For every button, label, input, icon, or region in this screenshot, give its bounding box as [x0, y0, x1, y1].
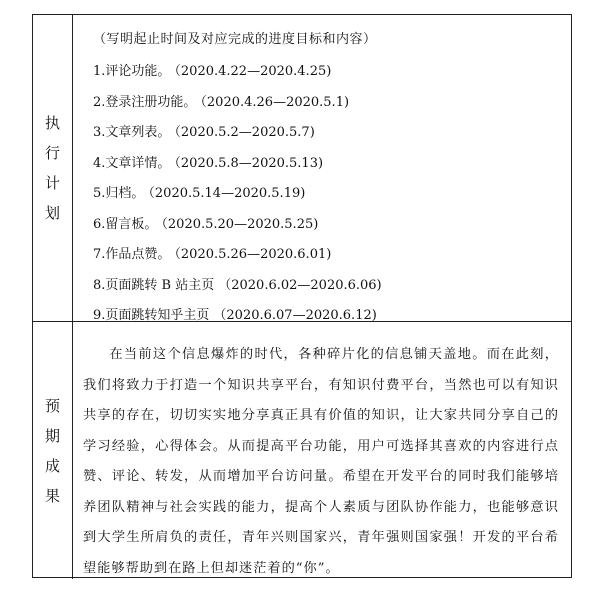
plan-item-text: 7.作品点赞。: [93, 247, 171, 262]
plan-item-text: 4.文章详情。: [93, 155, 171, 171]
document-table: [32, 14, 572, 578]
plan-item-dates: （2020.6.02—2020.6.06): [218, 277, 382, 293]
plan-item: [93, 179, 382, 210]
plan-label-char: 计: [44, 174, 60, 192]
plan-item-dates: （2020.5.8—2020.5.13): [174, 155, 324, 171]
plan-row: [33, 15, 571, 322]
plan-item-dates: （2020.5.26—2020.6.01): [174, 247, 332, 262]
plan-item: [93, 57, 382, 88]
plan-list: [93, 57, 382, 332]
plan-item-dates: （2020.4.22—2020.4.25): [174, 64, 332, 79]
plan-item-text: 5.归档。: [93, 186, 145, 201]
plan-note: （写明起止时间及对应完成的进度目标和内容）: [93, 32, 377, 47]
result-label-char: 果: [44, 486, 60, 505]
plan-label-char: 划: [44, 204, 60, 222]
result-label: [45, 391, 60, 511]
result-label-char: 期: [44, 426, 60, 445]
plan-item: [93, 240, 382, 271]
plan-item-text: 3.文章列表。: [93, 125, 171, 140]
plan-item-text: 1.评论功能。: [93, 64, 171, 79]
result-label-char: 预: [44, 396, 60, 415]
plan-content-cell: [73, 15, 571, 321]
plan-label-char: 行: [44, 144, 60, 162]
plan-item-dates: （2020.5.20—2020.5.25): [161, 216, 319, 232]
plan-item-dates: （2020.5.14—2020.5.19): [148, 186, 306, 201]
plan-item: [93, 210, 382, 241]
result-label-char: 成: [44, 456, 60, 475]
result-paragraph: 在当前这个信息爆炸的时代，各种碎片化的信息铺天盖地。而在此刻，我们将致力于打造一个知识共享平台，有知识付费平台，当然也可以有知识共享的存在，切切实实地分享真正具有价值的知识，让大家共同分享自己的学习经验，心得体会。从而提高平台功能，用户可选择其喜欢的内容进行点赞、评论、转发，从而增加平台访问量。希望在开发平台的同时我们能够培养团队精神与社会实践的能力，提高个人素质与团队协作能力，也能够意识到大学生所肩负的责任，青年兴则国家兴，青年强则国家强！开发的平台希望能够帮助到在路上但却迷茫着的“你”。: [83, 347, 559, 576]
plan-item-dates: （2020.6.07—2020.6.12): [213, 308, 377, 323]
plan-item: [93, 271, 382, 302]
result-content-cell: [73, 322, 571, 579]
plan-item-dates: （2020.5.2—2020.5.7): [174, 125, 315, 140]
plan-label-char: 执: [44, 114, 60, 132]
result-row: [33, 322, 571, 579]
plan-item-text: 9.页面跳转知乎主页: [93, 308, 210, 323]
plan-item-text: 2.登录注册功能。: [93, 94, 197, 110]
plan-item: [93, 118, 382, 149]
plan-label: [45, 108, 60, 228]
plan-item: [93, 88, 382, 119]
plan-item-text: 6.留言板。: [93, 216, 158, 232]
plan-item-text: 8.页面跳转 B 站主页: [93, 277, 215, 293]
plan-item: [93, 149, 382, 180]
plan-label-cell: [33, 15, 73, 321]
plan-item-dates: （2020.4.26—2020.5.1): [200, 94, 350, 110]
result-label-cell: [33, 322, 73, 579]
